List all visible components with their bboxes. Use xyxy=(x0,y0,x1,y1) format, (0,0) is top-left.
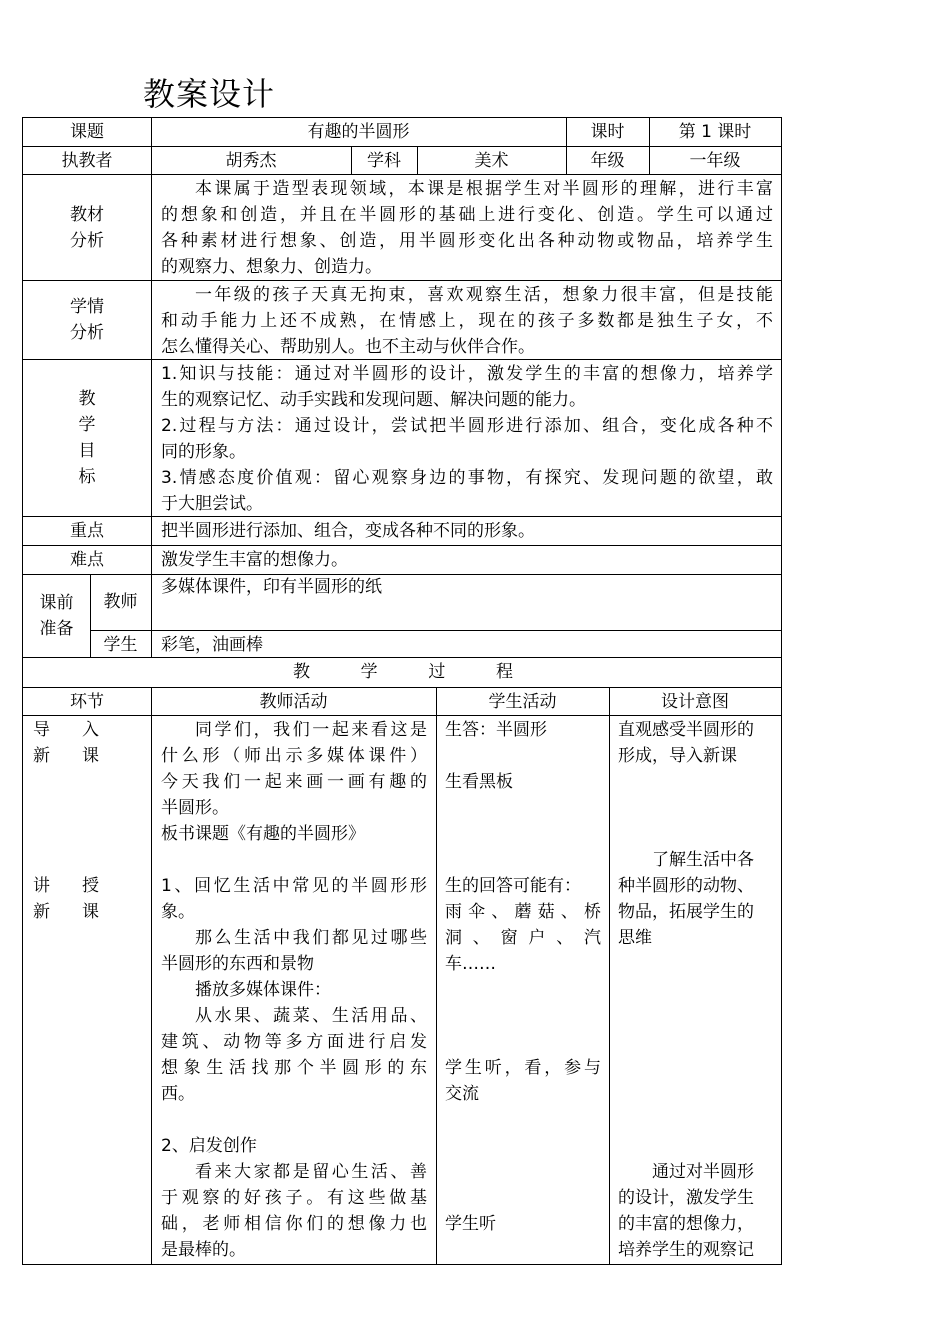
stage-intro xyxy=(33,717,99,769)
student-activity-line: 交流 xyxy=(445,1084,479,1104)
teacher-activity-line: 建筑、动物等多方面进行启发 xyxy=(161,1032,427,1052)
col-header-stage: 环节 xyxy=(70,692,104,712)
goals-label-char: 学 xyxy=(78,415,96,435)
design-intent-line: 形成，导入新课 xyxy=(618,746,737,766)
design-intent-line: 通过对半圆形 xyxy=(652,1162,754,1182)
design-intent-line: 了解生活中各 xyxy=(652,850,754,870)
material-line: 各种素材进行想象、创造，用半圆形变化出各种动物或物品，培养学生 xyxy=(161,231,773,251)
topic-label: 课题 xyxy=(70,122,104,142)
material-label-line2: 分析 xyxy=(70,231,104,251)
design-intent-line: 的丰富的想像力， xyxy=(618,1214,754,1234)
period-value: 第 1 课时 xyxy=(678,122,752,142)
stage-char: 课 xyxy=(82,902,99,922)
row-divider xyxy=(90,630,781,631)
stage-lecture xyxy=(33,873,99,925)
design-intent-line: 种半圆形的动物、 xyxy=(618,876,754,896)
teacher-activity-line: 半圆形。 xyxy=(161,798,229,818)
process-heading-char: 学 xyxy=(360,662,378,682)
teacher-value: 胡秀杰 xyxy=(225,151,277,171)
student-activity-line: 学生听 xyxy=(445,1214,496,1234)
stage-char: 讲 xyxy=(33,876,50,896)
col-header-intent: 设计意图 xyxy=(661,692,729,712)
teacher-activity-line: 半圆形的东西和景物 xyxy=(161,954,314,974)
key-point-label: 重点 xyxy=(70,521,104,541)
student-activity-line: 生看黑板 xyxy=(445,772,513,792)
grade-value: 一年级 xyxy=(689,151,741,171)
goals-text xyxy=(161,361,773,517)
teacher-activity-line xyxy=(161,847,427,873)
row-divider xyxy=(23,146,781,147)
teacher-activity-line: 从水果、蔬菜、生活用品、 xyxy=(195,1006,427,1026)
process-heading-char: 过 xyxy=(428,662,446,682)
teacher-activity-line: 看来大家都是留心生活、善 xyxy=(195,1162,427,1182)
row-divider xyxy=(23,280,781,281)
stage-char: 新 xyxy=(33,746,50,766)
prep-student-label: 学生 xyxy=(103,635,138,655)
learner-line: 怎么懂得关心、帮助别人。也不主动与伙伴合作。 xyxy=(161,337,535,357)
teacher-activity-line: 想象生活找那个半圆形的东 xyxy=(161,1058,427,1078)
teacher-activity-line: 础，老师相信你们的想像力也 xyxy=(161,1214,427,1234)
prep-teacher-label: 教师 xyxy=(103,592,138,612)
difficulty-value: 激发学生丰富的想像力。 xyxy=(161,550,348,570)
stage-char: 入 xyxy=(82,720,99,740)
teacher-activity-line: 于观察的好孩子。有这些做基 xyxy=(161,1188,427,1208)
prep-label-line2: 准备 xyxy=(39,619,74,639)
goal-line: 1.知识与技能：通过对半圆形的设计，激发学生的丰富的想像力，培养学 xyxy=(161,364,773,384)
material-label-line1: 教材 xyxy=(70,205,104,225)
learner-text xyxy=(161,282,773,360)
student-activity-line: 洞、窗户、汽 xyxy=(445,928,601,948)
col-divider xyxy=(609,687,610,1264)
material-line: 本课属于造型表现领域，本课是根据学生对半圆形的理解，进行丰富 xyxy=(195,179,773,199)
material-text xyxy=(161,176,773,280)
process-heading-char: 程 xyxy=(495,662,513,682)
page-title: 教案设计 xyxy=(143,75,276,113)
design-intent-line: 物品，拓展学生的 xyxy=(618,902,754,922)
learner-line: 一年级的孩子天真无拘束，喜欢观察生活，想象力很丰富，但是技能 xyxy=(195,285,773,305)
teacher-activity-line: 什么形（师出示多媒体课件） xyxy=(161,746,427,766)
key-point-value: 把半圆形进行添加、组合，变成各种不同的形象。 xyxy=(161,521,535,541)
student-activity-line: 车…… xyxy=(445,954,496,974)
teacher-activity-line: 2、启发创作 xyxy=(161,1136,257,1156)
teacher-activity-line: 象。 xyxy=(161,902,195,922)
row-divider xyxy=(23,117,781,118)
stage-char: 新 xyxy=(33,902,50,922)
design-intent-line: 思维 xyxy=(618,928,652,948)
goals-label-char: 标 xyxy=(78,467,96,487)
goal-line: 生的观察记忆、动手实践和发现问题、解决问题的能力。 xyxy=(161,390,586,410)
goal-line: 同的形象。 xyxy=(161,442,246,462)
goal-line: 3.情感态度价值观：留心观察身边的事物，有探究、发现问题的欲望，敢 xyxy=(161,468,773,488)
teacher-activity-line: 西。 xyxy=(161,1084,195,1104)
material-line: 的想象和创造，并且在半圆形的基础上进行变化、创造。学生可以通过 xyxy=(161,205,773,225)
student-activity-line: 雨伞、蘑菇、桥 xyxy=(445,902,601,922)
teacher-activity-line: 今天我们一起来画一画有趣的 xyxy=(161,772,427,792)
col-header-teacher: 教师活动 xyxy=(259,692,328,712)
teacher-activity-line: 是最棒的。 xyxy=(161,1240,246,1260)
col-divider xyxy=(151,687,152,1264)
design-intent-line: 直观感受半圆形的 xyxy=(618,720,754,740)
goals-label-char: 目 xyxy=(78,441,96,461)
teacher-activity-line: 板书课题《有趣的半圆形》 xyxy=(161,824,365,844)
row-divider xyxy=(23,715,781,716)
teacher-activity-line: 那么生活中我们都见过哪些 xyxy=(195,928,427,948)
prep-label-line1: 课前 xyxy=(39,593,74,613)
goals-label-char: 教 xyxy=(78,389,96,409)
row-divider xyxy=(23,574,781,575)
subject-value: 美术 xyxy=(474,151,509,171)
col-divider xyxy=(436,687,437,1264)
goal-line: 2.过程与方法：通过设计，尝试把半圆形进行添加、组合，变化成各种不 xyxy=(161,416,773,436)
learner-label-line1: 学情 xyxy=(70,297,104,317)
col-header-student: 学生活动 xyxy=(488,692,557,712)
row-divider xyxy=(23,174,781,175)
period-label: 课时 xyxy=(590,122,625,142)
design-intent-line: 的设计，激发学生 xyxy=(618,1188,754,1208)
teacher-label: 执教者 xyxy=(61,151,113,171)
process-heading xyxy=(293,659,513,685)
prep-teacher-value: 多媒体课件，印有半圆形的纸 xyxy=(161,577,382,597)
student-activity-line: 生的回答可能有： xyxy=(445,876,581,896)
topic-value: 有趣的半圆形 xyxy=(307,122,410,142)
stage-char: 授 xyxy=(82,876,99,896)
goal-line: 于大胆尝试。 xyxy=(161,494,263,514)
lesson-plan-table xyxy=(22,117,782,1265)
learner-line: 和动手能力上还不成熟，在情感上，现在的孩子多数都是独生子女，不 xyxy=(161,311,773,331)
student-activity-line: 生答：半圆形 xyxy=(445,720,547,740)
teacher-activity-line: 1、回忆生活中常见的半圆形形 xyxy=(161,876,427,896)
teacher-activity-line: 播放多媒体课件： xyxy=(195,980,331,1000)
student-activity-line: 学生听，看，参与 xyxy=(445,1058,601,1078)
design-intent-line: 培养学生的观察记 xyxy=(618,1240,754,1260)
teacher-activity-line: 同学们，我们一起来看这是 xyxy=(195,720,427,740)
teacher-activity-line xyxy=(161,1107,427,1133)
grade-label: 年级 xyxy=(590,151,625,171)
col-divider xyxy=(151,117,152,657)
row-divider xyxy=(23,687,781,688)
difficulty-label: 难点 xyxy=(70,550,104,570)
process-heading-char: 教 xyxy=(293,662,310,682)
learner-label-line2: 分析 xyxy=(70,323,104,343)
material-line: 的观察力、想象力、创造力。 xyxy=(161,257,382,277)
teacher-activity xyxy=(161,717,427,1263)
row-divider xyxy=(23,545,781,546)
stage-char: 课 xyxy=(82,746,99,766)
prep-student-value: 彩笔，油画棒 xyxy=(161,635,263,655)
subject-label: 学科 xyxy=(367,151,401,171)
stage-char: 导 xyxy=(33,720,50,740)
